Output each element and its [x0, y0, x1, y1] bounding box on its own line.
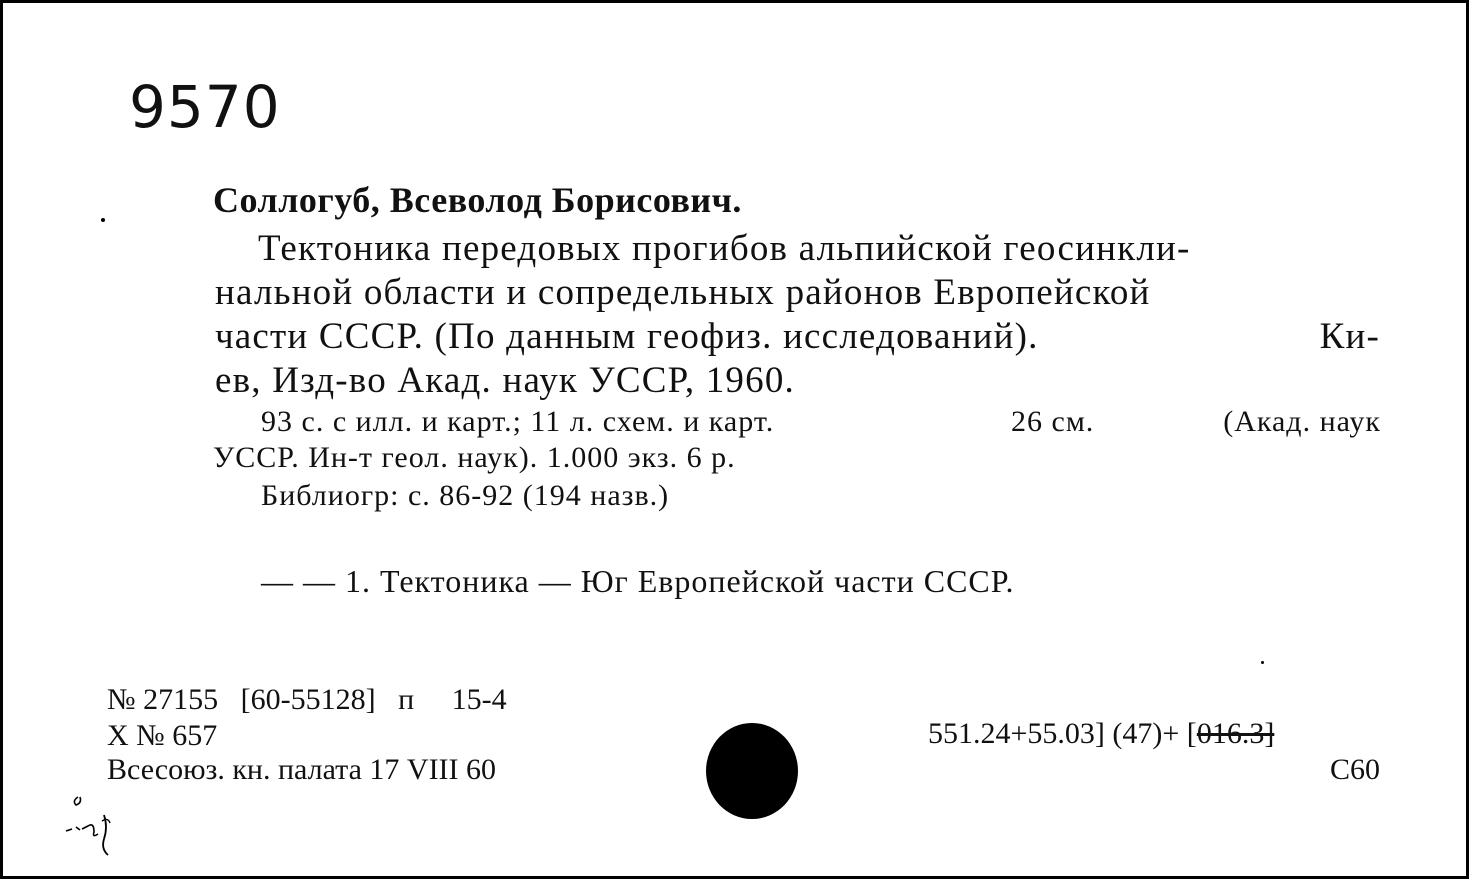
physical-size: 26 см. [1011, 405, 1095, 438]
title-line-2: нальной области и сопредельных районов Европейской [215, 272, 1151, 313]
title-line-1: Тектоника передовых прогибов альпийской геосинкли- [258, 228, 1191, 269]
physical-pages: 93 с. с илл. и карт.; 11 л. схем. и карт. [261, 405, 775, 438]
physical-series-start: (Акад. наук [1223, 405, 1381, 438]
handwritten-card-number: 9570 [129, 73, 281, 141]
handwritten-initials [58, 791, 128, 861]
footer-left-line-3: Всесоюз. кн. палата 17 VIII 60 [107, 753, 497, 786]
speck-mark [1261, 661, 1264, 664]
physical-description-line-1 [261, 405, 1381, 439]
title-line-4: ев, Изд-во Акад. наук УССР, 1960. [215, 360, 795, 401]
title-line-3 [215, 315, 1380, 358]
subject-heading: — — 1. Тектоника — Юг Европейской части СССР. [261, 563, 1015, 599]
classification-struck: 016.3] [1196, 717, 1275, 750]
bibliography-note: Библиогр: с. 86-92 (194 назв.) [261, 479, 670, 512]
speck-mark [101, 218, 105, 222]
title-line-3-end: Ки- [1319, 316, 1380, 357]
author-heading: Соллогуб, Всеволод Борисович. [213, 180, 742, 220]
classification-udc: 551.24+55.03] (47)+ [ [928, 717, 1197, 750]
classification-code: С60 [1329, 753, 1380, 786]
physical-description-line-2: УССР. Ин-т геол. наук). 1.000 экз. 6 р. [213, 441, 736, 474]
punch-hole [706, 723, 798, 819]
classification-line [928, 717, 1274, 751]
footer-left-line-1: № 27155 [60-55128] п 15-4 [107, 683, 507, 716]
footer-left-line-2: Х № 657 [107, 719, 218, 752]
title-line-3-text: части СССР. (По данным геофиз. исследований). [215, 316, 1039, 357]
